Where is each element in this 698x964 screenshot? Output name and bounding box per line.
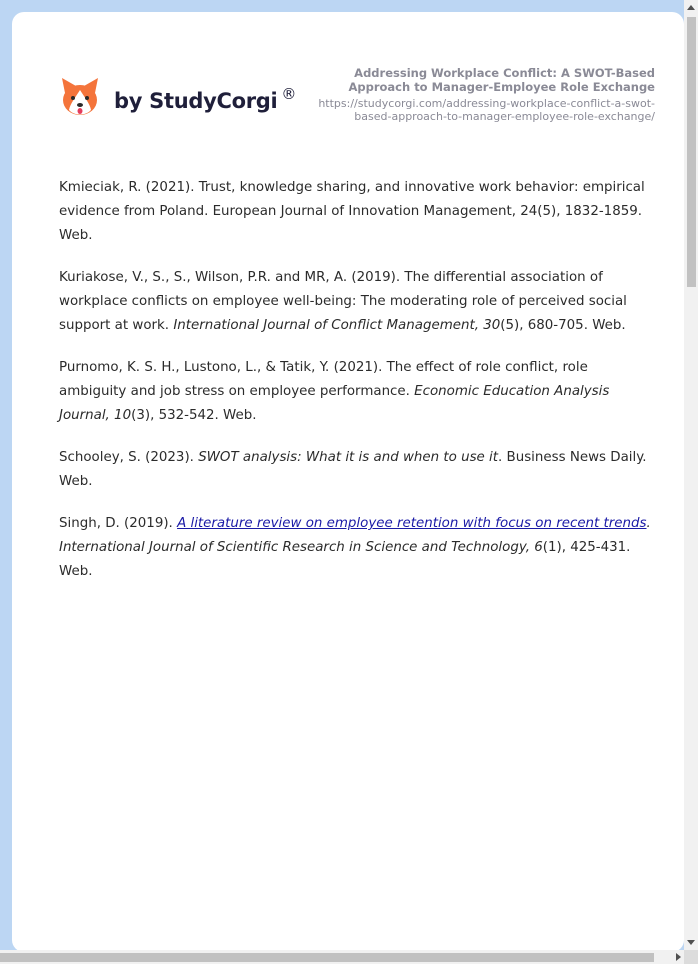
reference-source: . International Journal of Scientific Research in Science and Technology, 6 — [59, 516, 651, 555]
reference-text: Kmieciak, R. (2021). Trust, knowledge sharing, and innovative work behavior: empirical evidence from Poland. European Journal of Innovation Management, 24(5), 1832-1859. Web. — [59, 180, 645, 243]
document-url[interactable]: https://studycorgi.com/addressing-workplace-conflict-a-swot-based-approach-to-manager-employee-role-exchange/ — [318, 97, 655, 123]
brand-name — [114, 85, 296, 113]
document-page — [12, 12, 684, 952]
studycorgi-logo[interactable] — [60, 76, 296, 118]
reference-details: (3), 532-542. Web. — [131, 408, 257, 423]
reference-details: (1), 425-431. Web. — [59, 540, 631, 579]
registered-mark: ® — [281, 85, 297, 103]
document-title: Addressing Workplace Conflict: A SWOT-Based Approach to Manager-Employee Role Exchange — [348, 66, 655, 94]
reference-item — [59, 446, 659, 494]
horizontal-scrollbar[interactable] — [0, 950, 684, 964]
reference-item — [59, 176, 659, 248]
vertical-scrollbar[interactable] — [684, 0, 698, 950]
vertical-scroll-thumb[interactable] — [687, 17, 696, 287]
reference-text: Schooley, S. (2023). — [59, 450, 199, 465]
reference-text: Singh, D. (2019). — [59, 516, 178, 531]
reference-item — [59, 356, 659, 428]
corgi-head-icon — [60, 76, 100, 118]
scroll-up-icon[interactable] — [687, 5, 695, 10]
reference-details: (5), 680-705. Web. — [500, 318, 626, 333]
horizontal-scroll-thumb[interactable] — [0, 953, 654, 962]
reference-details: . Business News Daily. Web. — [59, 450, 647, 489]
brand-text: by StudyCorgi — [114, 89, 278, 113]
reference-text: Purnomo, K. S. H., Lustono, L., & Tatik, Y. (2021). The effect of role conflict, role ambiguity and job stress on employee performance. — [59, 360, 588, 399]
reference-list — [59, 176, 659, 602]
reference-item — [59, 266, 659, 338]
scroll-right-icon[interactable] — [676, 953, 681, 961]
reference-source: Economic Education Analysis Journal, 10 — [59, 384, 610, 423]
reference-link[interactable]: A literature review on employee retention with focus on recent trends — [177, 516, 647, 531]
document-meta — [305, 66, 655, 123]
scroll-down-icon[interactable] — [687, 940, 695, 945]
reference-source: International Journal of Conflict Management, 30 — [173, 318, 501, 333]
reference-text: Kuriakose, V., S., S., Wilson, P.R. and MR, A. (2019). The differential association of workplace conflicts on employee well-being: The moderating role of perceived social support at work. — [59, 270, 627, 333]
reference-item — [59, 512, 659, 584]
scrollbar-corner — [684, 950, 698, 964]
reference-source: SWOT analysis: What it is and when to use it — [198, 450, 499, 465]
